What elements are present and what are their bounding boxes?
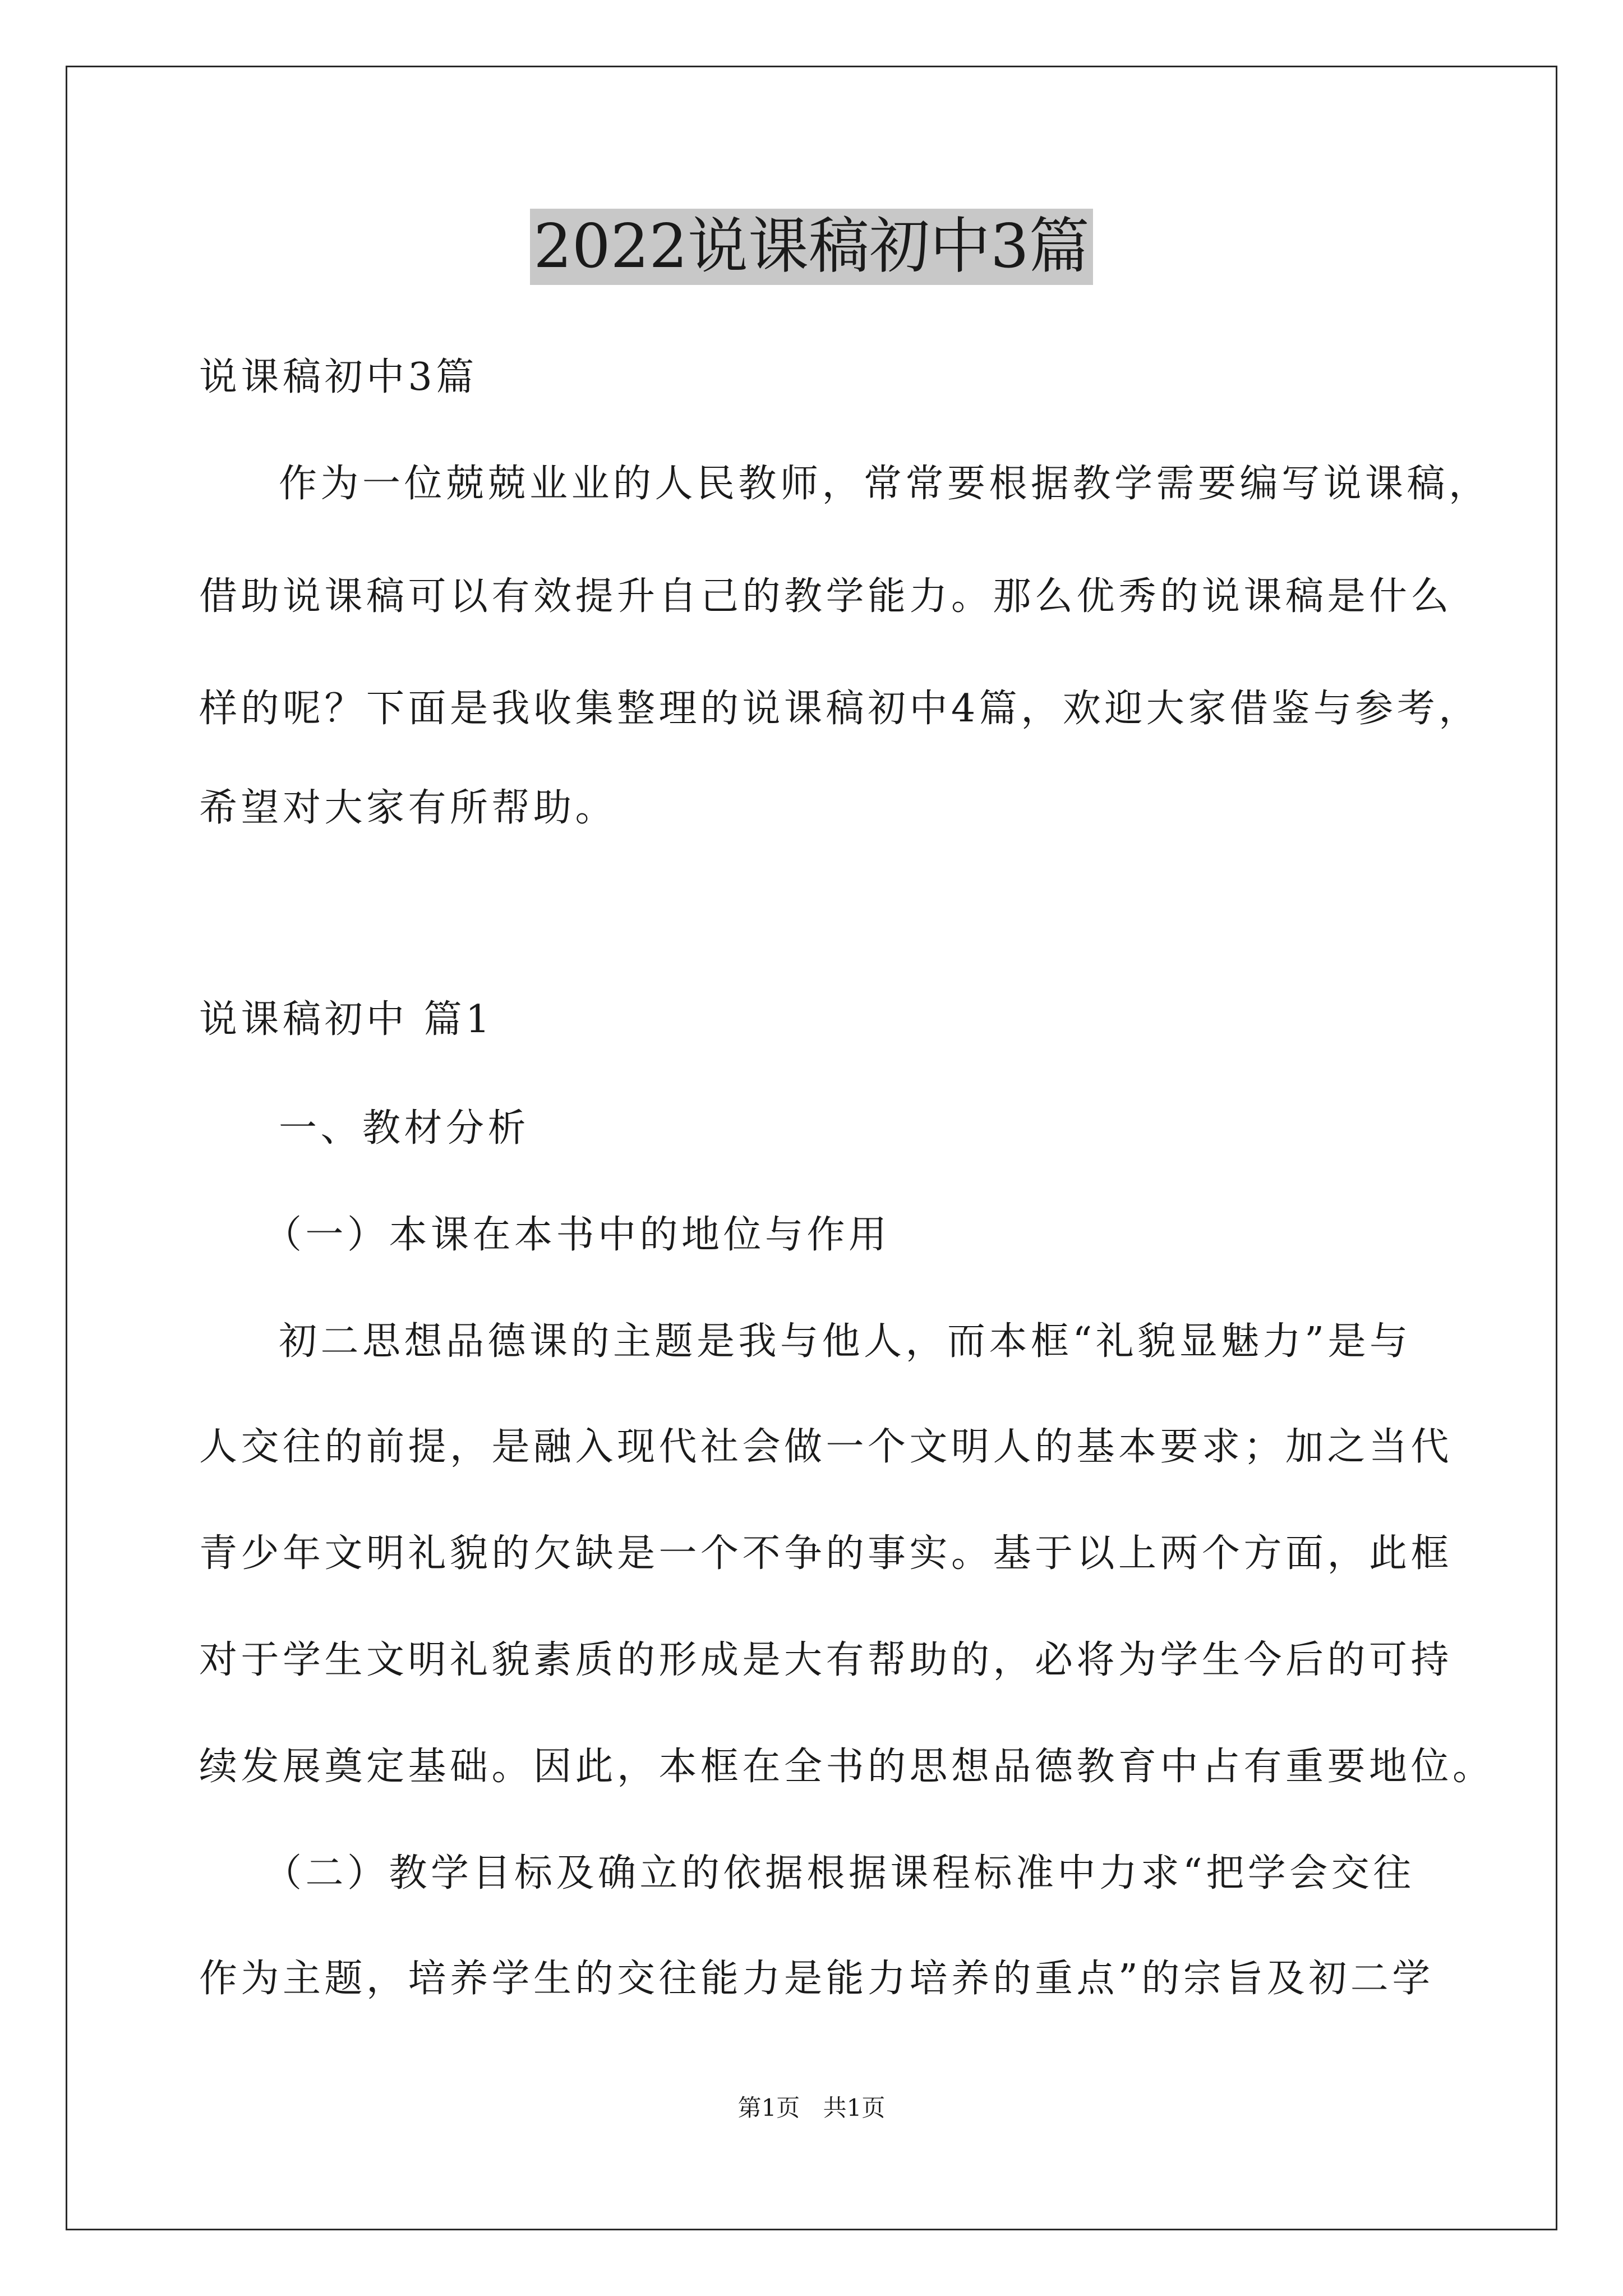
para-1-line-1: 初二思想品德课的主题是我与他人，而本框“礼貌显魅力”是与: [279, 1319, 1412, 1364]
para-1-line-2: 人交往的前提，是融入现代社会做一个文明人的基本要求；加之当代: [199, 1425, 1453, 1469]
section-heading: 说课稿初中 篇1: [199, 997, 494, 1042]
title-block: [0, 209, 1623, 285]
intro-line-1: 作为一位兢兢业业的人民教师，常常要根据教学需要编写说课稿，: [279, 462, 1491, 506]
heading-teaching-material: 一、教材分析: [279, 1106, 530, 1151]
para-2-line-2: 作为主题，培养学生的交往能力是能力培养的重点”的宗旨及初二学: [199, 1957, 1434, 2001]
para-1-line-4: 对于学生文明礼貌素质的形成是大有帮助的，必将为学生今后的可持: [199, 1638, 1453, 1682]
intro-line-2: 借助说课稿可以有效提升自己的教学能力。那么优秀的说课稿是什么: [199, 574, 1453, 619]
page-total: 共1页: [823, 2094, 886, 2122]
heading-position-role: （一）本课在本书中的地位与作用: [264, 1213, 891, 1257]
para-2-line-1: （二）教学目标及确立的依据根据课程标准中力求“把学会交往: [264, 1851, 1415, 1895]
intro-line-4: 希望对大家有所帮助。: [199, 786, 617, 830]
page-footer: [0, 2092, 1623, 2124]
para-1-line-3: 青少年文明礼貌的欠缺是一个不争的事实。基于以上两个方面，此框: [199, 1531, 1453, 1576]
intro-line-3: 样的呢？下面是我收集整理的说课稿初中4篇，欢迎大家借鉴与参考，: [199, 687, 1481, 731]
para-1-line-5: 续发展奠定基础。因此，本框在全书的思想品德教育中占有重要地位。: [199, 1745, 1495, 1789]
document-subtitle: 说课稿初中3篇: [199, 355, 478, 399]
document-title: 2022说课稿初中3篇: [530, 209, 1093, 285]
page-number: 第1页: [737, 2094, 800, 2122]
